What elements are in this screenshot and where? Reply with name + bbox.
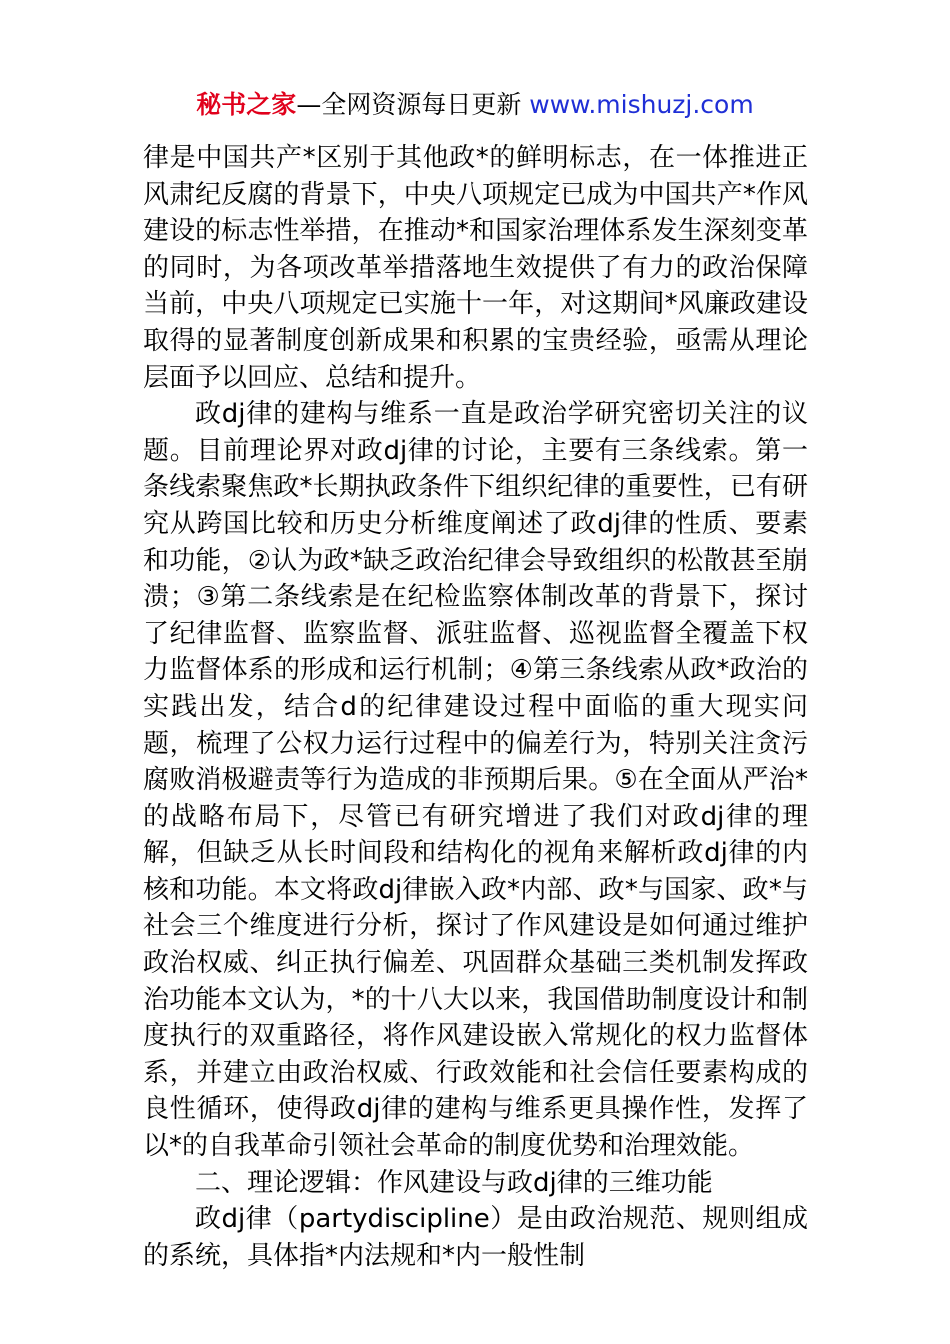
header-slogan: —全网资源每日更新 xyxy=(296,90,522,119)
paragraph-2: 政dj律的建构与维系一直是政治学研究密切关注的议题。目前理论界对政dj律的讨论，主要有三条线索。第一条线索聚焦政*长期执政条件下组织纪律的重要性，已有研究从跨国比较和历史分析维度阐述了政dj律的性质、要素和功能，②认为政*缺乏政治纪律会导致组织的松散甚至崩溃；③第二条线索是在纪检监察体制改革的背景下，探讨了纪律监督、监察监督、派驻监督、巡视监督全覆盖下权力监督体系的形成和运行机制；④第三条线索从政*政治的实践出发，结合d的纪律建设过程中面临的重大现实问题，梳理了公权力运行过程中的偏差行为，特别关注贪污腐败消极避责等行为造成的非预期后果。⑤在全面从严治*的战略布局下，尽管已有研究增进了我们对政dj律的理解，但缺乏从长时间段和结构化的视角来解析政dj律的内核和功能。本文将政dj律嵌入政*内部、政*与国家、政*与社会三个维度进行分析，探讨了作风建设是如何通过维护政治权威、纠正执行偏差、巩固群众基础三类机制发挥政治功能本文认为，*的十八大以来，我国借助制度设计和制度执行的双重路径，将作风建设嵌入常规化的权力监督体系，并建立由政治权威、行政效能和社会信任要素构成的良性循环，使得政dj律的建构与维系更具操作性，发挥了以*的自我革命引领社会革命的制度优势和治理效能。 xyxy=(143,399,808,1162)
paragraph-3: 政dj律（partydiscipline）是由政治规范、规则组成的系统，具体指*内法规和*内一般性制 xyxy=(143,1204,808,1271)
paragraph-1: 律是中国共产*区别于其他政*的鲜明标志，在一体推进正风肃纪反腐的背景下，中央八项规定已成为中国共产*作风建设的标志性举措，在推动*和国家治理体系发生深刻变革的同时，为各项改革举措落地生效提供了有力的政治保障当前，中央八项规定已实施十一年，对这期间*风廉政建设取得的显著制度创新成果和积累的宝贵经验，亟需从理论层面予以回应、总结和提升。 xyxy=(143,143,808,393)
page-header xyxy=(0,88,950,122)
site-url-link[interactable]: www.mishuzj.com xyxy=(529,90,754,119)
brand-name: 秘书之家 xyxy=(196,90,297,119)
document-body xyxy=(143,140,808,1274)
section-heading: 二、理论逻辑：作风建设与政dj律的三维功能 xyxy=(195,1167,713,1198)
